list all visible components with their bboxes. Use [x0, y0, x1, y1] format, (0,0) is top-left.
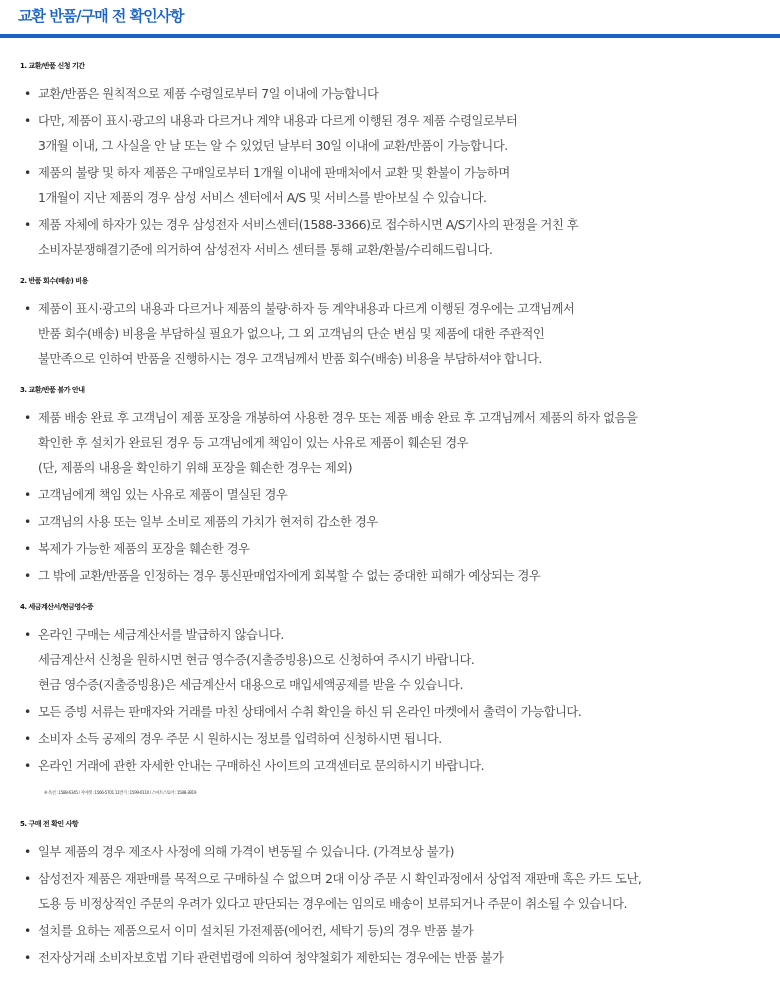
list-item: [20, 483, 760, 508]
list-item: [20, 406, 760, 481]
item-text-line: 확인한 후 설치가 완료된 경우 등 고객님에게 책임이 있는 사유로 제품이 훼손된 경우: [38, 436, 469, 450]
section-heading: 4. 세금계산서/현금영수증: [20, 603, 94, 611]
list-item: [20, 109, 760, 159]
list-item: [20, 82, 760, 107]
item-text-line: 소비자분쟁해결기준에 의거하여 삼성전자 서비스 센터를 통해 교환/환불/수리해드립니다.: [38, 243, 493, 257]
section-5: [20, 812, 760, 971]
item-text-line: • 모든 증빙 서류는 판매자와 거래를 마친 상태에서 수취 확인을 하신 뒤 온라인 마켓에서 출력이 가능합니다.: [38, 705, 582, 719]
item-text-line: • 소비자 소득 공제의 경우 주문 시 원하시는 정보를 입력하여 신청하시면 됩니다.: [38, 732, 442, 746]
item-text-line: • 전자상거래 소비자보호법 기타 관련법령에 의하여 청약철회가 제한되는 경우에는 반품 불가: [38, 951, 504, 965]
list-item: [20, 754, 760, 779]
item-text-line: 세금계산서 신청을 원하시면 현금 영수증(지출증빙용)으로 신청하여 주시기 바랍니다.: [38, 653, 475, 667]
item-text-line: 도용 등 비정상적인 주문의 우려가 있다고 판단되는 경우에는 임의로 배송이 보류되거나 주문이 취소될 수 있습니다.: [38, 897, 628, 911]
section-heading: 1. 교환/반품 신청 기간: [20, 62, 85, 70]
item-text-line: • 그 밖에 교환/반품을 인정하는 경우 통신판매업자에게 회복할 수 없는 중대한 피해가 예상되는 경우: [38, 569, 541, 583]
item-text-line: • 고객님에게 책임 있는 사유로 제품이 멸실된 경우: [38, 488, 288, 502]
item-text-line: • 삼성전자 제품은 재판매를 목적으로 구매하실 수 없으며 2대 이상 주문 시 확인과정에서 상업적 재판매 혹은 카드 도난,: [38, 872, 642, 886]
list-item: [20, 700, 760, 725]
item-text-line: • 고객님의 사용 또는 일부 소비로 제품의 가치가 현저히 감소한 경우: [38, 515, 378, 529]
section-4: [20, 595, 760, 806]
item-text-line: • 교환/반품은 원칙적으로 제품 수령일로부터 7일 이내에 가능합니다: [38, 87, 379, 101]
notice-content: [0, 38, 780, 971]
bullet-list: [20, 82, 760, 263]
list-item: [20, 623, 760, 698]
item-text-line: 3개월 이내, 그 사실을 안 날 또는 알 수 있었던 날부터 30일 이내에 교환/반품이 가능합니다.: [38, 139, 508, 153]
section-heading: 3. 교환/반품 불가 안내: [20, 386, 85, 394]
list-item: [20, 840, 760, 865]
item-text-line: • 온라인 구매는 세금계산서를 발급하지 않습니다.: [38, 628, 284, 642]
section-heading: 2. 반품 회수(배송) 비용: [20, 277, 88, 285]
item-text-line: 현금 영수증(지출증빙용)은 세금계산서 대용으로 매입세액공제를 받을 수 있습니다.: [38, 678, 463, 692]
item-text-line: 불만족으로 인하여 반품을 진행하시는 경우 고객님께서 반품 회수(배송) 비용을 부담하셔야 합니다.: [38, 352, 542, 366]
page-title: 교환 반품/구매 전 확인사항: [18, 7, 184, 25]
list-item: [20, 867, 760, 917]
item-text-line: • 다만, 제품이 표시·광고의 내용과 다르거나 계약 내용과 다르게 이행된 경우 제품 수령일로부터: [38, 114, 518, 128]
list-item: [20, 919, 760, 944]
header: [0, 0, 780, 32]
item-text-line: 반품 회수(배송) 비용을 부담하실 필요가 없으나, 그 외 고객님의 단순 변심 및 제품에 대한 주관적인: [38, 327, 545, 341]
item-text-line: • 온라인 거래에 관한 자세한 안내는 구매하신 사이트의 고객센터로 문의하시기 바랍니다.: [38, 759, 485, 773]
list-item: [20, 727, 760, 752]
bullet-list: [20, 297, 760, 372]
list-item: [20, 213, 760, 263]
bullet-list: [20, 623, 760, 806]
item-text-line: (단, 제품의 내용을 확인하기 위해 포장을 훼손한 경우는 제외): [38, 461, 353, 475]
item-text-line: • 제품의 불량 및 하자 제품은 구매일로부터 1개월 이내에 판매처에서 교환 및 환불이 가능하며: [38, 166, 510, 180]
list-item: [20, 537, 760, 562]
item-text-line: • 설치를 요하는 제품으로서 이미 설치된 가전제품(에어컨, 세탁기 등)의 경우 반품 불가: [38, 924, 474, 938]
item-text-line: 1개월이 지난 제품의 경우 삼성 서비스 센터에서 A/S 및 서비스를 받아보실 수 있습니다.: [38, 191, 487, 205]
list-item: [20, 946, 760, 971]
item-text-line: • 일부 제품의 경우 제조사 사정에 의해 가격이 변동될 수 있습니다. (가격보상 불가): [38, 845, 454, 859]
section-3: [20, 378, 760, 589]
item-text-line: • 제품 자체에 하자가 있는 경우 삼성전자 서비스센터(1588-3366)로 접수하시면 A/S기사의 판정을 거친 후: [38, 218, 579, 232]
item-text-line: • 제품 배송 완료 후 고객님이 제품 포장을 개봉하여 사용한 경우 또는 제품 배송 완료 후 고객님께서 제품의 하자 없음을: [38, 411, 638, 425]
marketplace-contact-note: ※ 옥션 : 1588-6345 / 지마켓 : 1566-5701 11번가 : 1599-0110 / 스마트스토어 : 1588-3819: [44, 791, 197, 796]
bullet-list: [20, 840, 760, 971]
section-1: [20, 54, 760, 263]
item-text-line: • 복제가 가능한 제품의 포장을 훼손한 경우: [38, 542, 250, 556]
list-item: [20, 297, 760, 372]
list-item: [20, 161, 760, 211]
section-2: [20, 269, 760, 372]
item-text-line: • 제품이 표시·광고의 내용과 다르거나 제품의 불량·하자 등 계약내용과 다르게 이행된 경우에는 고객님께서: [38, 302, 575, 316]
section-heading: 5. 구매 전 확인 사항: [20, 820, 79, 828]
bullet-list: [20, 406, 760, 589]
list-item: [20, 510, 760, 535]
list-item: [20, 564, 760, 589]
